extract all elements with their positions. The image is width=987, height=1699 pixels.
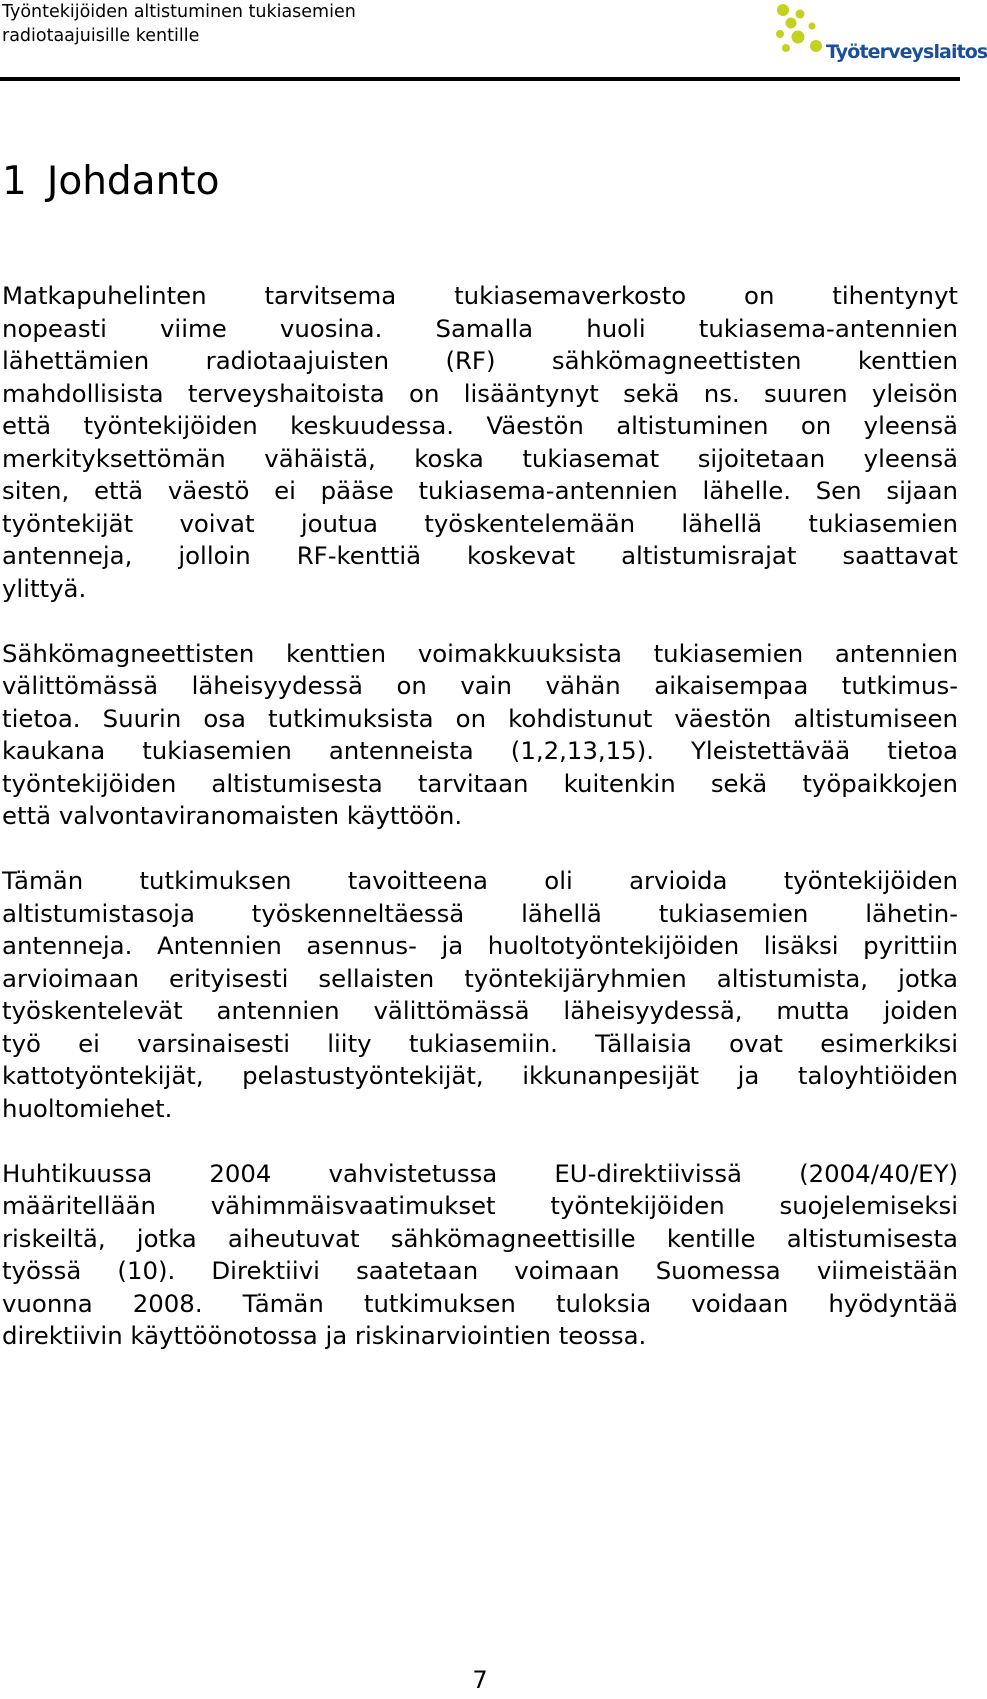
tyoterveyslaitos-logo bbox=[776, 4, 987, 68]
paragraph-line: työssä (10). Direktiivi saatetaan voimaan Suomessa viimeistään bbox=[2, 1256, 958, 1285]
body-paragraph bbox=[2, 865, 958, 1125]
paragraph-line: altistumistasoja työskenneltäessä lähellä tukiasemien lähetin- bbox=[2, 898, 958, 928]
paragraph-line: lähettämien radiotaajuisten (RF) sähkömagneettisten kenttien bbox=[2, 346, 958, 375]
page-number: 7 bbox=[472, 1666, 488, 1694]
chapter-heading bbox=[2, 156, 219, 208]
paragraph-line: ylittyä. bbox=[2, 573, 87, 603]
paragraph-line: työntekijöiden altistumisesta tarvitaan kuitenkin sekä työpaikkojen bbox=[2, 768, 958, 798]
paragraph-line: vuonna 2008. Tämän tutkimuksen tuloksia voidaan hyödyntää bbox=[2, 1288, 958, 1318]
paragraph-line: merkityksettömän vähäistä, koska tukiasemat sijoitetaan yleensä bbox=[2, 443, 958, 473]
document-body bbox=[2, 280, 958, 1385]
paragraph-line: työntekijät voivat joutua työskentelemään lähellä tukiasemien bbox=[2, 508, 958, 538]
paragraph-line: että työntekijöiden keskuudessa. Väestön altistuminen on yleensä bbox=[2, 411, 958, 440]
paragraph-line: työskentelevät antennien välittömässä läheisyydessä, mutta joiden bbox=[2, 996, 958, 1025]
paragraph-line: että valvontaviranomaisten käyttöön. bbox=[2, 801, 463, 830]
paragraph-line: kattotyöntekijät, pelastustyöntekijät, ikkunanpesijät ja taloyhtiöiden bbox=[2, 1061, 958, 1090]
paragraph-line: direktiivin käyttöönotossa ja riskinarviointien teossa. bbox=[2, 1321, 647, 1350]
paragraph-line: mahdollisista terveyshaitoista on lisääntynyt sekä ns. suuren yleisön bbox=[2, 378, 958, 408]
logo-wordmark: Työterveyslaitos bbox=[826, 41, 987, 63]
paragraph-line: nopeasti viime vuosina. Samalla huoli tukiasema-antennien bbox=[2, 313, 958, 343]
paragraph-line: kaukana tukiasemien antenneista (1,2,13,15). Yleistettävää tietoa bbox=[2, 736, 958, 765]
document-title-line: radiotaajuisille kentille bbox=[2, 26, 200, 46]
chapter-number: 1 bbox=[2, 159, 27, 204]
paragraph-line: huoltomiehet. bbox=[2, 1093, 173, 1123]
paragraph-line: Tämän tutkimuksen tavoitteena oli arvioida työntekijöiden bbox=[2, 866, 958, 895]
paragraph-line: Sähkömagneettisten kenttien voimakkuuksista tukiasemien antennien bbox=[2, 638, 958, 668]
logo-mark-icon bbox=[776, 4, 826, 56]
chapter-title: Johdanto bbox=[46, 159, 220, 204]
body-paragraph bbox=[2, 1158, 958, 1353]
paragraph-line: välittömässä läheisyydessä on vain vähän aikaisempaa tutkimus- bbox=[2, 671, 958, 700]
paragraph-line: määritellään vähimmäisvaatimukset työntekijöiden suojelemiseksi bbox=[2, 1191, 958, 1220]
body-paragraph bbox=[2, 280, 958, 605]
paragraph-line: antenneja. Antennien asennus- ja huoltotyöntekijöiden lisäksi pyrittiin bbox=[2, 931, 958, 960]
paragraph-line: Huhtikuussa 2004 vahvistetussa EU-direktiivissä (2004/40/EY) bbox=[2, 1158, 958, 1188]
paragraph-line: arvioimaan erityisesti sellaisten työntekijäryhmien altistumista, jotka bbox=[2, 963, 958, 993]
paragraph-line: antenneja, jolloin RF-kenttiä koskevat altistumisrajat saattavat bbox=[2, 541, 958, 570]
paragraph-line: tietoa. Suurin osa tutkimuksista on kohdistunut väestön altistumiseen bbox=[2, 703, 958, 733]
document-title-line: Työntekijöiden altistuminen tukiasemien bbox=[2, 2, 356, 22]
paragraph-line: Matkapuhelinten tarvitsema tukiasemaverkosto on tihentynyt bbox=[2, 281, 958, 310]
header-divider bbox=[0, 77, 960, 81]
body-paragraph bbox=[2, 638, 958, 833]
page-header bbox=[0, 0, 987, 80]
paragraph-line: riskeiltä, jotka aiheutuvat sähkömagneettisille kentille altistumisesta bbox=[2, 1223, 958, 1253]
document-title bbox=[2, 0, 356, 48]
paragraph-line: työ ei varsinaisesti liity tukiasemiin. Tällaisia ovat esimerkiksi bbox=[2, 1028, 958, 1058]
paragraph-line: siten, että väestö ei pääse tukiasema-antennien lähelle. Sen sijaan bbox=[2, 476, 958, 505]
